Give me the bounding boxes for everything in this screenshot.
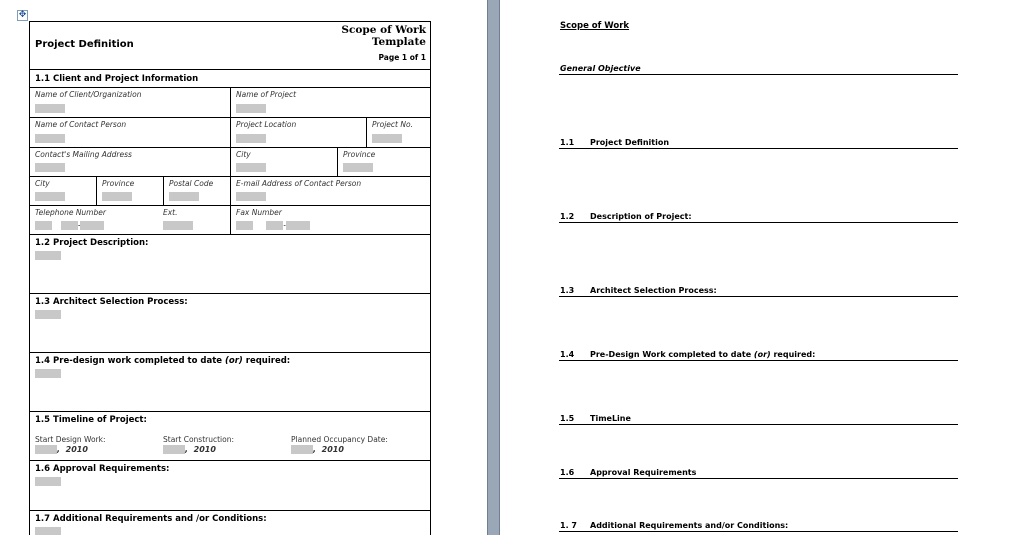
section-1-4-label [35,356,425,366]
page-number: Page 1 of 1 [378,53,426,62]
section-1-2 [30,235,430,294]
right-item-1-7-label: Additional Requirements and/or Conditions: [590,521,789,530]
timeline-row [35,435,425,454]
page-gutter [487,0,500,535]
cell-location [231,118,367,147]
r14-post: required: [770,350,816,359]
right-item-1-6-label: Approval Requirements [590,468,697,477]
form-header [30,22,430,70]
telephone-fields: - [35,221,104,230]
right-item-1-1 [559,136,958,149]
right-item-1-5-label: TimeLine [590,414,631,423]
ext-field[interactable] [163,221,193,230]
label-location: Project Location [236,120,297,129]
right-item-1-1-num: 1.1 [560,138,575,147]
section-1-7-label: 1.7 Additional Requirements and /or Conditions: [35,514,267,524]
section-1-4 [30,353,430,412]
start-design-field[interactable] [35,445,57,454]
right-item-1-5-num: 1.5 [560,414,575,423]
email-field[interactable] [236,192,266,201]
label-province: Province [343,150,376,159]
comma-2: , [185,445,189,454]
label-city: City [236,150,251,159]
row-mailing [30,148,430,177]
right-item-1-3 [559,284,958,297]
comma-1: , [57,445,61,454]
start-construction-field[interactable] [163,445,185,454]
city-field[interactable] [236,163,266,172]
label-mailing: Contact's Mailing Address [35,150,132,159]
section-1-6-label: 1.6 Approval Requirements: [35,464,170,474]
right-item-1-4-label [590,350,815,359]
right-item-1-2-label: Description of Project: [590,212,692,221]
cell-client [30,88,231,117]
predesign-field[interactable] [35,369,61,378]
cell-ext [158,206,231,234]
phone-area-field[interactable] [35,221,52,230]
start-construction-year: 2010 [193,445,216,454]
right-item-1-4-num: 1.4 [560,350,575,359]
right-item-1-3-label: Architect Selection Process: [590,286,717,295]
start-construction-label: Start Construction: [163,435,234,444]
row-client [30,88,430,118]
form-table [29,21,431,535]
timeline-start-design [35,435,163,454]
section-1-5 [30,412,430,461]
right-item-1-7 [559,519,958,532]
planned-occupancy-year: 2010 [321,445,344,454]
start-design-label: Start Design Work: [35,435,106,444]
cell-project-no [367,118,430,147]
postal-field[interactable] [169,192,199,201]
label-ext: Ext. [163,208,178,217]
planned-occupancy-label: Planned Occupancy Date: [291,435,388,444]
right-title: Scope of Work [560,21,630,31]
section-1-5-label: 1.5 Timeline of Project: [35,415,147,425]
left-page [0,0,487,535]
section-1-2-label: 1.2 Project Description: [35,238,149,248]
architect-selection-field[interactable] [35,310,61,319]
row-contact [30,118,430,148]
label-telephone: Telephone Number [35,208,106,217]
general-objective-line [559,62,958,75]
timeline-start-construction [163,435,291,454]
row-city [30,177,430,206]
contact-field[interactable] [35,134,65,143]
approval-field[interactable] [35,477,61,486]
label-email: E-mail Address of Contact Person [236,179,362,188]
comma-3: , [313,445,317,454]
label-province2: Province [102,179,135,188]
cell-province2 [97,177,164,205]
label-contact: Name of Contact Person [35,120,127,129]
row-telephone [30,206,430,235]
project-name-field[interactable] [236,104,266,113]
planned-occupancy-field[interactable] [291,445,313,454]
additional-requirements-field[interactable] [35,527,61,535]
label-postal: Postal Code [169,179,214,188]
form-title: Project Definition [35,39,134,50]
section-1-1-heading: 1.1 Client and Project Information [30,70,430,88]
label-project-name: Name of Project [236,90,297,99]
table-move-handle-icon[interactable]: ✥ [18,10,27,20]
r14-pre: Pre-Design Work completed to date [590,350,754,359]
city2-field[interactable] [35,192,65,201]
province-field[interactable] [343,163,373,172]
fax-line-field[interactable] [286,221,310,230]
location-field[interactable] [236,134,266,143]
right-item-1-2-num: 1.2 [560,212,575,221]
start-design-year: 2010 [65,445,88,454]
right-page [500,0,1009,535]
cell-contact [30,118,231,147]
r14-or: (or) [753,350,771,359]
fax-area-field[interactable] [236,221,253,230]
phone-prefix-field[interactable] [61,221,78,230]
timeline-planned-occupancy [291,435,425,454]
cell-project-name [231,88,430,117]
label-client: Name of Client/Organization [35,90,142,99]
right-item-1-6-num: 1.6 [560,468,575,477]
label-city2: City [35,179,50,188]
planned-occupancy-value [291,445,425,454]
cell-city [231,148,338,176]
doc-title-line1: Scope of Work [341,24,426,36]
right-item-1-3-num: 1.3 [560,286,575,295]
label-fax: Fax Number [236,208,282,217]
s14-or: (or) [224,356,243,366]
right-item-1-7-num: 1. 7 [560,521,577,530]
fax-prefix-field[interactable] [266,221,283,230]
start-construction-value [163,445,291,454]
s14-post: required: [242,356,291,366]
client-field[interactable] [35,104,65,113]
project-no-field[interactable] [372,134,402,143]
start-design-value [35,445,163,454]
phone-line-field[interactable] [80,221,104,230]
general-objective-label: General Objective [560,64,641,73]
right-item-1-1-label: Project Definition [590,138,670,147]
right-item-1-6 [559,466,958,479]
cell-postal [164,177,231,205]
province2-field[interactable] [102,192,132,201]
cell-fax [231,206,430,234]
right-item-1-2 [559,210,958,223]
cell-telephone [30,206,158,234]
project-description-field[interactable] [35,251,61,260]
cell-email [231,177,430,205]
section-1-7 [30,511,430,535]
fax-fields: - [236,221,310,230]
s14-pre: 1.4 Pre-design work completed to date [35,356,225,366]
mailing-field[interactable] [35,163,65,172]
section-1-3-label: 1.3 Architect Selection Process: [35,297,188,307]
cell-city2 [30,177,97,205]
section-1-6 [30,461,430,511]
section-1-3 [30,294,430,353]
cell-mailing [30,148,231,176]
doc-title-block [341,24,426,62]
label-project-no: Project No. [372,120,413,129]
cell-province [338,148,430,176]
right-item-1-4 [559,348,958,361]
right-item-1-5 [559,412,958,425]
doc-title-line2: Template [371,36,426,48]
